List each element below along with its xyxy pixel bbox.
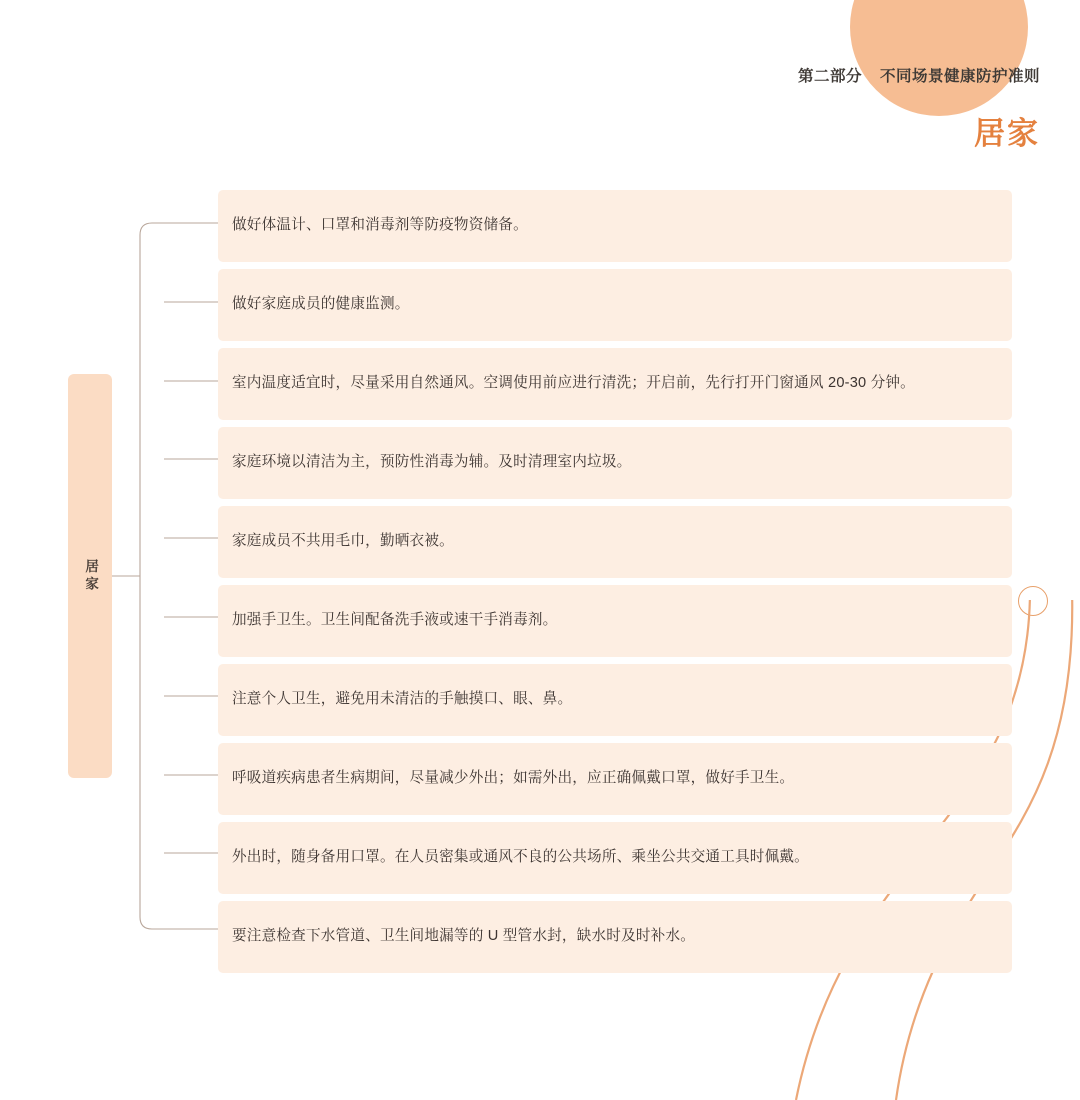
- diagram-item: [218, 190, 1012, 262]
- diagram-item-list: [218, 190, 1012, 980]
- diagram-item-text: 室内温度适宜时，尽量采用自然通风。空调使用前应进行清洗；开启前，先行打开门窗通风 20-30 分钟。: [232, 375, 915, 392]
- mindmap-diagram: [0, 178, 1080, 978]
- header-kicker: [798, 64, 1040, 86]
- diagram-item: [218, 822, 1012, 894]
- diagram-root-label: 居家: [83, 558, 99, 594]
- diagram-item-text: 注意个人卫生，避免用未清洁的手触摸口、眼、鼻。: [232, 691, 573, 708]
- diagram-item-text: 呼吸道疾病患者生病期间，尽量减少外出；如需外出，应正确佩戴口罩，做好手卫生。: [232, 770, 795, 787]
- diagram-item-text: 要注意检查下水管道、卫生间地漏等的 U 型管水封，缺水时及时补水。: [232, 928, 696, 945]
- diagram-item: [218, 585, 1012, 657]
- diagram-item: [218, 269, 1012, 341]
- diagram-item-text: 家庭成员不共用毛巾，勤晒衣被。: [232, 533, 454, 550]
- diagram-item-text: 做好体温计、口罩和消毒剂等防疫物资储备。: [232, 217, 528, 234]
- page-title: 居家: [974, 116, 1040, 151]
- diagram-item: [218, 743, 1012, 815]
- diagram-item: [218, 506, 1012, 578]
- diagram-item: [218, 427, 1012, 499]
- diagram-item-text: 做好家庭成员的健康监测。: [232, 296, 410, 313]
- page-header: [798, 64, 1040, 153]
- diagram-item-text: 加强手卫生。卫生间配备洗手液或速干手消毒剂。: [232, 612, 558, 629]
- diagram-item: [218, 348, 1012, 420]
- header-section-label: 不同场景健康防护准则: [879, 68, 1040, 85]
- diagram-item-text: 家庭环境以清洁为主，预防性消毒为辅。及时清理室内垃圾。: [232, 454, 632, 471]
- header-part-label: 第二部分: [797, 68, 862, 85]
- diagram-item: [218, 664, 1012, 736]
- diagram-item: [218, 901, 1012, 973]
- diagram-item-text: 外出时，随身备用口罩。在人员密集或通风不良的公共场所、乘坐公共交通工具时佩戴。: [232, 849, 809, 866]
